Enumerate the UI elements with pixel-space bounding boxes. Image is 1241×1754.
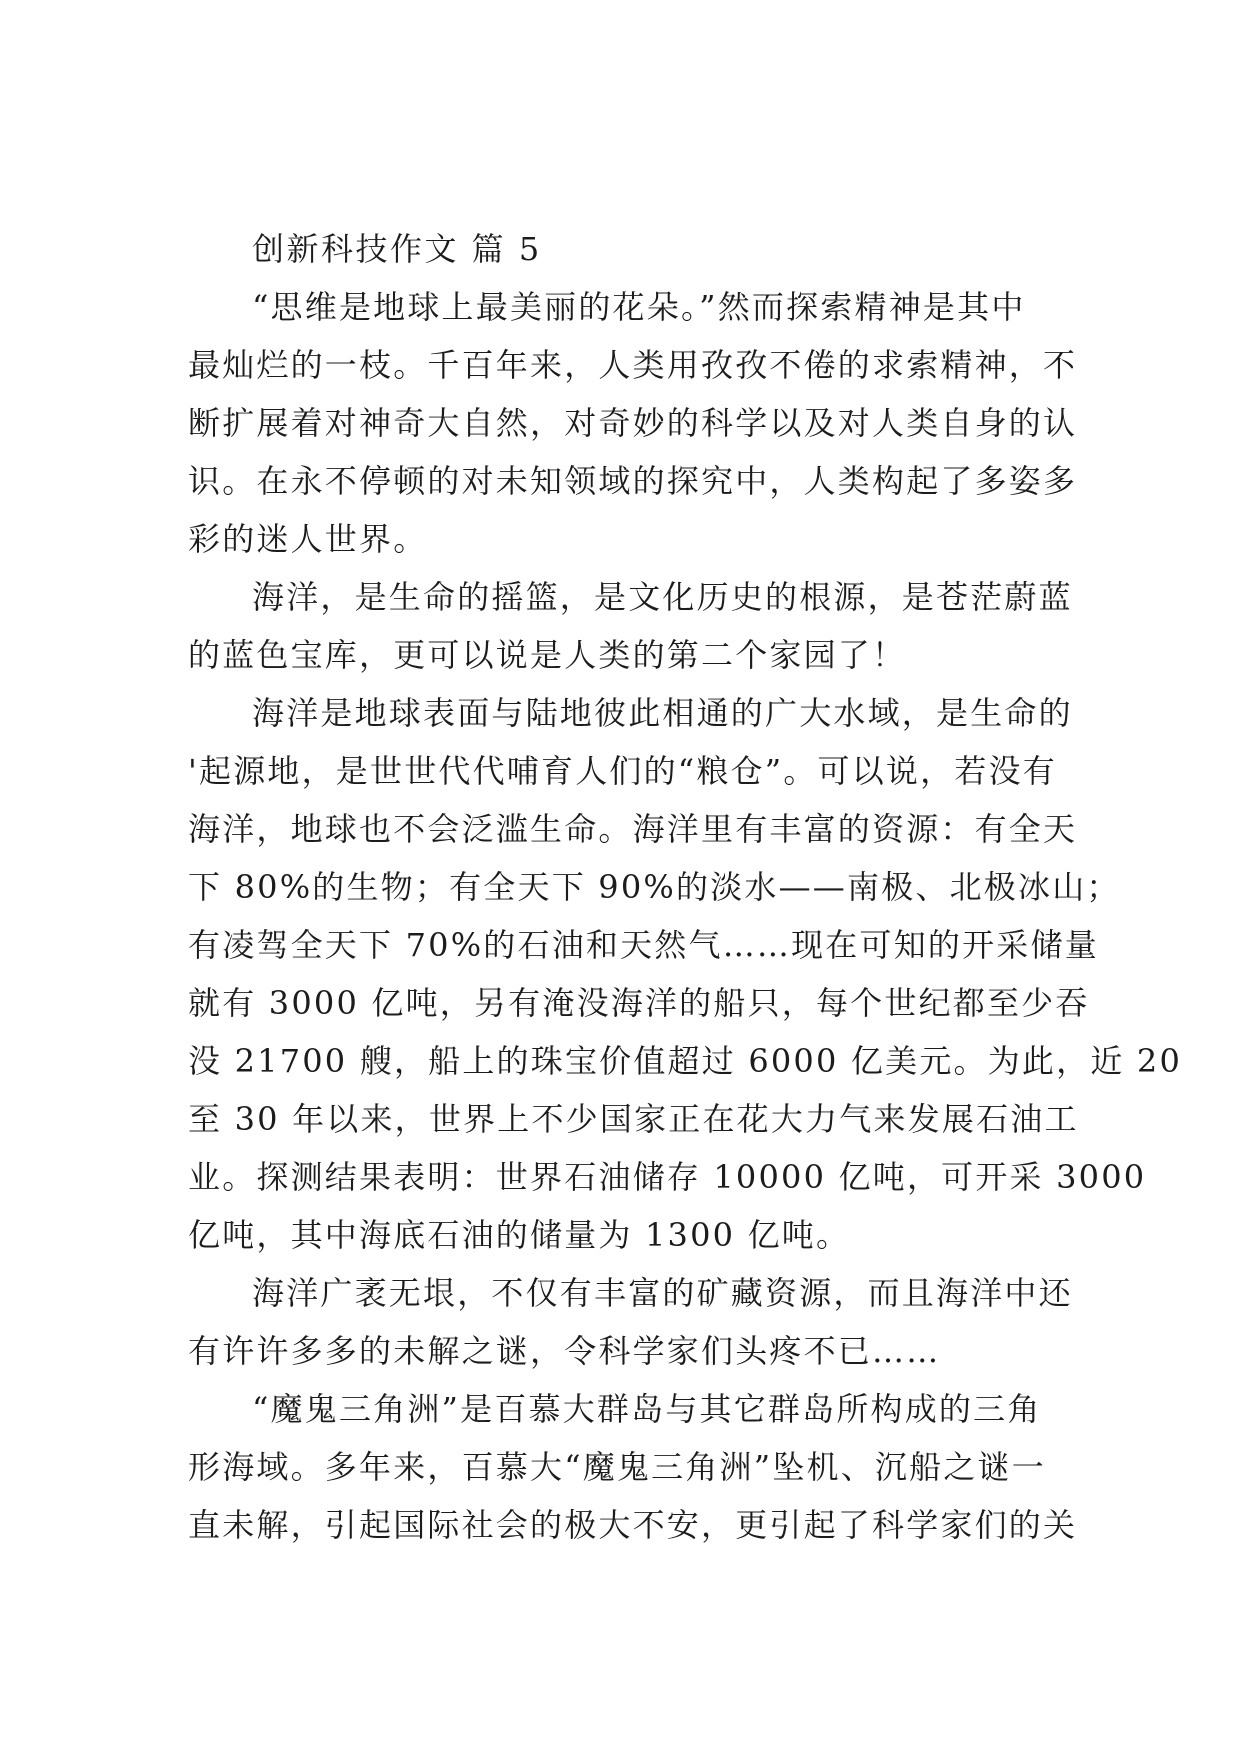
paragraph-line: 直未解，引起国际社会的极大不安，更引起了科学家们的关 (188, 1506, 1078, 1544)
paragraph-line: 有许许多多的未解之谜，令科学家们头疼不已…… (188, 1332, 941, 1370)
document-body (188, 220, 1183, 1554)
paragraph-line: 海洋广袤无垠，不仅有丰富的矿藏资源，而且海洋中还 (252, 1274, 1073, 1312)
paragraph-line: 没 21700 艘，船上的珠宝价值超过 6000 亿美元。为此，近 20 (188, 1042, 1183, 1080)
paragraph-line: 有凌驾全天下 70%的石油和天然气……现在可知的开采储量 (188, 926, 1099, 964)
paragraph-line: 下 80%的生物；有全天下 90%的淡水——南极、北极冰山； (188, 868, 1121, 906)
paragraph-line: '起源地，是世世代代哺育人们的“粮仓”。可以说，若没有 (188, 752, 1057, 790)
paragraph-line: 就有 3000 亿吨，另有淹没海洋的船只，每个世纪都至少吞 (188, 984, 1090, 1022)
paragraph-line: 业。探测结果表明：世界石油储存 10000 亿吨，可开采 3000 (188, 1158, 1147, 1196)
paragraph-line: 的蓝色宝库，更可以说是人类的第二个家园了！ (188, 636, 907, 674)
paragraph-line: 识。在永不停顿的对未知领域的探究中，人类构起了多姿多 (188, 462, 1078, 500)
paragraph-line: “思维是地球上最美丽的花朵。”然而探索精神是其中 (252, 288, 1026, 326)
paragraph-line: 亿吨，其中海底石油的储量为 1300 亿吨。 (188, 1216, 851, 1254)
paragraph-line: “魔鬼三角洲”是百慕大群岛与其它群岛所构成的三角 (252, 1390, 1042, 1428)
paragraph-line: 彩的迷人世界。 (188, 520, 428, 558)
paragraph-line: 海洋是地球表面与陆地彼此相通的广大水域，是生命的 (252, 694, 1073, 732)
paragraph-line: 形海域。多年来，百慕大“魔鬼三角洲”坠机、沉船之谜一 (188, 1448, 1046, 1486)
paragraph-line: 至 30 年以来，世界上不少国家正在花大力气来发展石油工 (188, 1100, 1079, 1138)
paragraph-line: 最灿烂的一枝。千百年来，人类用孜孜不倦的求索精神，不 (188, 346, 1078, 384)
paragraph-line: 断扩展着对神奇大自然，对奇妙的科学以及对人类自身的认 (188, 404, 1078, 442)
paragraph-line: 海洋，是生命的摇篮，是文化历史的根源，是苍茫蔚蓝 (252, 578, 1073, 616)
paragraph-line: 海洋，地球也不会泛滥生命。海洋里有丰富的资源：有全天 (188, 810, 1078, 848)
essay-title: 创新科技作文 篇 5 (252, 230, 542, 268)
